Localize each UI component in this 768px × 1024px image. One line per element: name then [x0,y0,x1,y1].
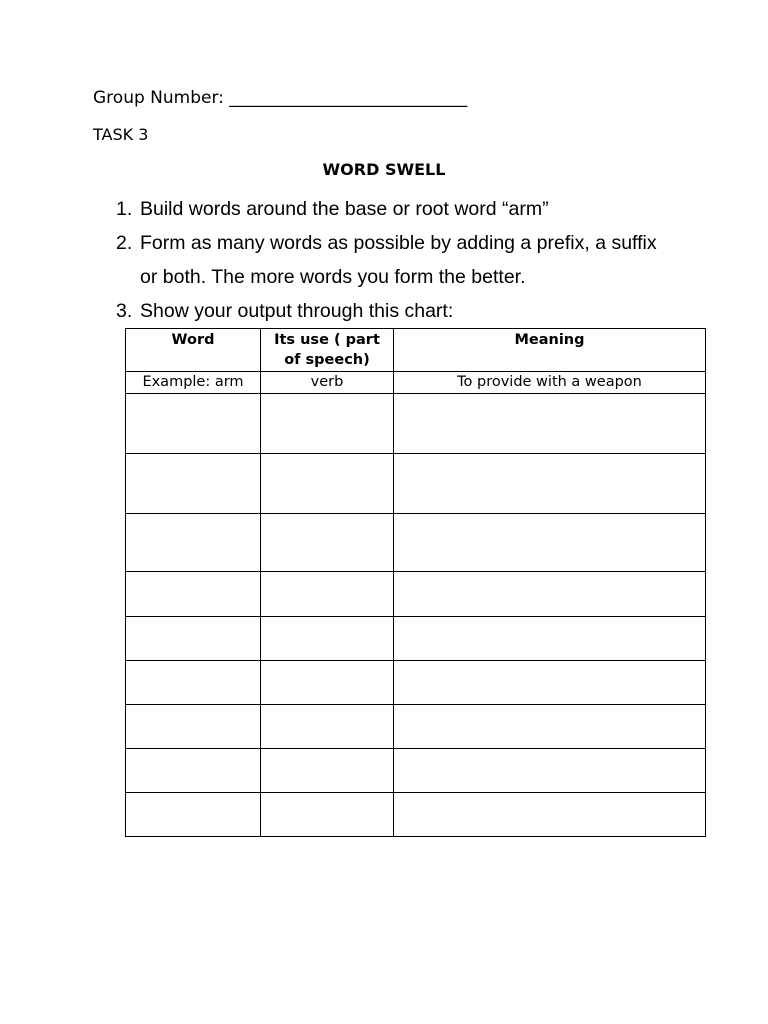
instruction-text: Form as many words as possible by adding a prefix, a suffix or both. The more words you form the better. [140,232,657,288]
instruction-number: 3. [116,300,133,322]
answer-part-of-speech-cell[interactable] [261,793,394,837]
answer-part-of-speech-cell[interactable] [261,514,394,572]
example-part-of-speech: verb [261,372,394,394]
instruction-item [116,192,676,226]
task-label: TASK 3 [93,125,149,144]
answer-part-of-speech-cell[interactable] [261,572,394,617]
answer-part-of-speech-cell[interactable] [261,705,394,749]
answer-row [126,617,706,661]
answer-row [126,661,706,705]
instruction-item [116,226,676,294]
answer-word-cell[interactable] [126,793,261,837]
word-chart-table [125,328,706,837]
column-header-part-of-speech: Its use ( part of speech) [261,329,394,372]
instructions-list [116,192,676,328]
answer-meaning-cell[interactable] [394,705,706,749]
answer-meaning-cell[interactable] [394,454,706,514]
answer-row [126,572,706,617]
answer-word-cell[interactable] [126,454,261,514]
answer-row [126,394,706,454]
answer-meaning-cell[interactable] [394,749,706,793]
example-row [126,372,706,394]
instruction-item [116,294,676,328]
column-header-meaning: Meaning [394,329,706,372]
answer-meaning-cell[interactable] [394,514,706,572]
instruction-text: Build words around the base or root word “arm” [140,198,549,220]
answer-word-cell[interactable] [126,661,261,705]
example-meaning: To provide with a weapon [394,372,706,394]
answer-meaning-cell[interactable] [394,793,706,837]
instruction-number: 2. [116,232,133,254]
answer-meaning-cell[interactable] [394,572,706,617]
answer-row [126,749,706,793]
answer-word-cell[interactable] [126,572,261,617]
instruction-text: Show your output through this chart: [140,300,454,322]
answer-meaning-cell[interactable] [394,661,706,705]
answer-part-of-speech-cell[interactable] [261,661,394,705]
answer-row [126,514,706,572]
answer-row [126,454,706,514]
answer-word-cell[interactable] [126,617,261,661]
answer-row [126,793,706,837]
group-number-field[interactable]: Group Number: ____________________________ [93,88,468,108]
answer-row [126,705,706,749]
answer-word-cell[interactable] [126,705,261,749]
page-title: WORD SWELL [322,160,446,179]
table-header-row [126,329,706,372]
answer-meaning-cell[interactable] [394,394,706,454]
example-word: Example: arm [126,372,261,394]
answer-part-of-speech-cell[interactable] [261,454,394,514]
column-header-word: Word [126,329,261,372]
answer-word-cell[interactable] [126,749,261,793]
answer-part-of-speech-cell[interactable] [261,617,394,661]
answer-part-of-speech-cell[interactable] [261,394,394,454]
answer-word-cell[interactable] [126,394,261,454]
answer-part-of-speech-cell[interactable] [261,749,394,793]
answer-word-cell[interactable] [126,514,261,572]
answer-meaning-cell[interactable] [394,617,706,661]
instruction-number: 1. [116,198,133,220]
